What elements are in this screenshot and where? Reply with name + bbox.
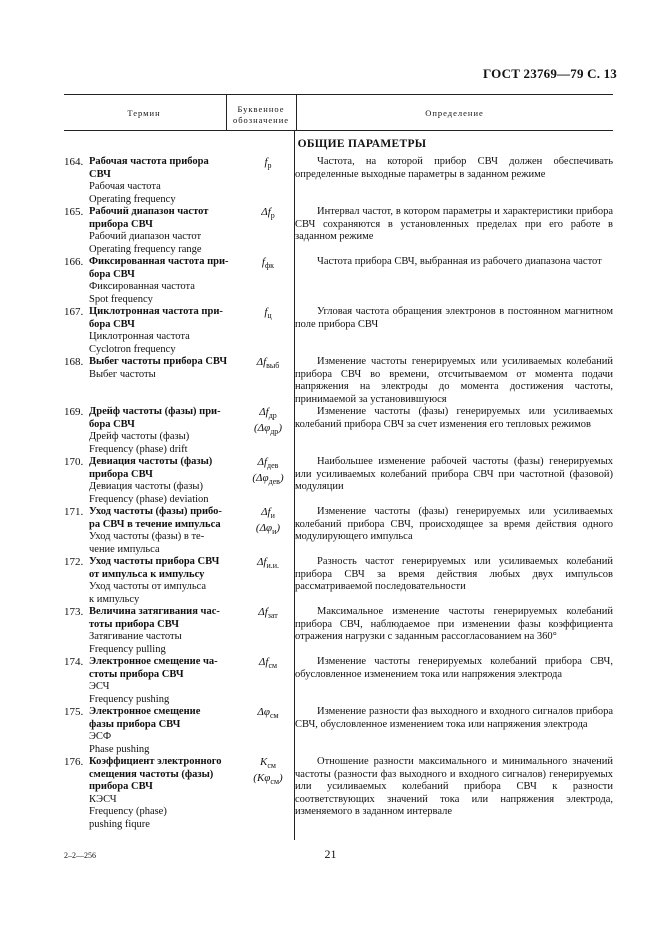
term-synonym: Frequency (phase) deviation <box>89 493 209 505</box>
term-number: 170. <box>64 456 84 468</box>
footer-code: 2–2—256 <box>64 851 96 860</box>
symbol-subscript: зат <box>267 611 278 621</box>
term-synonym: Циклотронная частота <box>89 331 190 342</box>
definition-text: Разность частот генерируемых или усиливаемых колебаний прибора СВЧ за время действия любых двух импульсов рассматриваемой последовательности <box>295 556 613 592</box>
symbol-subscript: и.и. <box>266 561 280 571</box>
symbol-main: Δf <box>258 656 269 668</box>
term-name: смещения частоты (фазы) <box>89 768 214 780</box>
term-synonym: к импульсу <box>89 593 140 605</box>
symbol-main: K <box>260 756 268 768</box>
term-synonym: ЭСФ <box>89 731 112 742</box>
definition-text: Частота, на которой прибор СВЧ должен обеспечивать определенные выходные параметры в заданном режиме <box>295 156 613 180</box>
term-synonym: Spot frequency <box>89 293 153 305</box>
term-synonym: Рабочий диапазон частот <box>89 231 202 242</box>
definition-text: Наибольшее изменение рабочей частоты (фазы) генерируемых или усиливаемых колебаний прибора СВЧ при частотной (фазовой) модуляции <box>295 456 613 492</box>
definition-text: Изменение частоты генерируемых колебаний прибора СВЧ, обусловленное изменением тока или напряжения электрода <box>295 656 613 680</box>
term-name: прибора СВЧ <box>89 218 153 230</box>
column-header-symbol-line2: обозначение <box>232 115 290 125</box>
symbol-subscript: см <box>268 661 278 671</box>
term-synonym: Фиксированная частота <box>89 281 195 292</box>
term-name: Фиксированная частота при- <box>89 256 229 267</box>
symbol-main: Δf <box>256 356 267 368</box>
term-name: Коэффициент электронного <box>89 756 222 767</box>
term-name: тоты прибора СВЧ <box>89 618 179 630</box>
term-name: СВЧ <box>89 168 111 180</box>
term-name: прибора СВЧ <box>89 468 153 480</box>
term-synonym: Operating frequency <box>89 193 176 205</box>
term-name: Выбег частоты прибора СВЧ <box>89 356 228 367</box>
term-synonym: Phase pushing <box>89 743 150 755</box>
symbol-subscript: дев <box>267 461 279 471</box>
definition-text: Максимальное изменение частоты генерируемых колебаний прибора СВЧ, наблюдаемое при изменении фазы коэффициента отражения нагрузки с заданным рассогласованием на 360° <box>295 606 613 642</box>
term-synonym: Уход частоты (фазы) в те- <box>89 531 205 542</box>
term-name: Рабочий диапазон частот <box>89 206 209 217</box>
term-number: 168. <box>64 356 84 368</box>
term-name: бора СВЧ <box>89 318 135 330</box>
term-name: Дрейф частоты (фазы) при- <box>89 406 221 417</box>
term-name: Уход частоты (фазы) прибо- <box>89 506 222 517</box>
symbol-main: Δf <box>259 406 269 418</box>
column-separator-2 <box>296 94 297 130</box>
term-number: 166. <box>64 256 84 268</box>
term-number: 173. <box>64 606 84 618</box>
term-name: Величина затягивания час- <box>89 606 220 617</box>
term-number: 165. <box>64 206 84 218</box>
section-title: ОБЩИЕ ПАРАМЕТРЫ <box>297 138 427 150</box>
term-name: прибора СВЧ <box>89 781 153 792</box>
document-header: ГОСТ 23769—79 С. 13 <box>483 66 617 81</box>
column-separator-1 <box>226 94 227 130</box>
term-name: Уход частоты прибора СВЧ <box>89 556 220 567</box>
symbol-subscript: см <box>267 761 276 771</box>
term-number: 169. <box>64 406 84 418</box>
term-synonym: Operating frequency range <box>89 243 202 255</box>
symbol-subscript: ц <box>267 311 272 321</box>
symbol-main: Δf <box>257 456 268 468</box>
term-number: 174. <box>64 656 84 668</box>
term-name: Электронное смещение ча- <box>89 656 218 667</box>
definition-text: Отношение разности максимального и минимального значений частоты (разности фаз выходного и входного сигналов) генерируемых или усиливаемых колебаний прибора СВЧ к разности соответствующих значений тока или напряжения электрода, изменяемого в заданном интервале <box>295 756 613 817</box>
symbol-subscript: выб <box>266 361 280 371</box>
table-top-rule <box>64 94 613 95</box>
symbol-subscript: см <box>269 711 279 721</box>
term-number: 164. <box>64 156 84 168</box>
term-name: ра СВЧ в течение импульса <box>89 518 221 530</box>
term-synonym: Затягивание частоты <box>89 631 182 642</box>
symbol-subscript: фк <box>264 261 275 271</box>
definition-text: Изменение частоты генерируемых или усиливаемых колебаний прибора СВЧ во времени, отсчитываемом от момента подачи напряжения на электроды до момента достижения частоты, принимаемой за установившуюся <box>295 356 613 405</box>
column-header-symbol-line1: Буквенное <box>237 104 285 114</box>
term-number: 175. <box>64 706 84 718</box>
term-synonym: Рабочая частота <box>89 181 161 192</box>
symbol-alt-close: ) <box>279 472 284 485</box>
symbol-alt-subscript: др <box>270 427 279 437</box>
symbol-subscript: и <box>270 511 275 521</box>
definition-text: Изменение разности фаз выходного и входного сигналов прибора СВЧ, обусловленное изменением тока или напряжения электрода <box>295 706 613 730</box>
term-name: Циклотронная частота при- <box>89 306 223 317</box>
symbol-subscript: р <box>270 211 275 221</box>
symbol-main: Δφ <box>257 706 270 718</box>
symbol-main: Δf <box>256 556 267 568</box>
column-header-term: Термин <box>127 108 161 118</box>
term-synonym: ЭСЧ <box>89 681 110 692</box>
term-synonym: Frequency (phase) <box>89 806 167 817</box>
symbol-main: f <box>264 156 268 168</box>
definition-text: Частота прибора СВЧ, выбранная из рабочего диапазона частот <box>317 256 602 267</box>
table-header-rule <box>64 130 613 131</box>
term-synonym: КЭСЧ <box>89 793 117 805</box>
term-synonym: Дрейф частоты (фазы) <box>89 431 190 442</box>
term-number: 171. <box>64 506 84 518</box>
term-number: 176. <box>64 756 84 768</box>
term-name: Девиация частоты (фазы) <box>89 456 213 467</box>
term-name: бора СВЧ <box>89 268 135 280</box>
definition-text: Интервал частот, в котором параметры и характеристики прибора СВЧ сохраняются в установленных пределах при его работе в заданном режиме <box>295 206 613 242</box>
definition-text: Угловая частота обращения электронов в постоянном магнитном поле прибора СВЧ <box>295 306 613 330</box>
symbol-subscript: др <box>268 411 277 421</box>
symbol-alt: (Δφ <box>255 522 273 535</box>
symbol-main: f <box>264 306 268 318</box>
term-number: 172. <box>64 556 84 568</box>
term-name: фазы прибора СВЧ <box>89 718 181 730</box>
symbol-main: f <box>261 256 265 268</box>
term-number: 167. <box>64 306 84 318</box>
symbol-main: Δf <box>258 606 268 618</box>
symbol-subscript: р <box>267 161 272 171</box>
symbol-alt: (Kφ <box>253 772 271 785</box>
symbol-alt: (Δφ <box>252 472 269 485</box>
term-synonym: Уход частоты от импульса <box>89 581 207 592</box>
symbol-main: Δf <box>261 506 271 518</box>
symbol-alt-subscript: дев <box>268 477 280 487</box>
definition-text: Изменение частоты (фазы) генерируемых или усиливаемых колебаний прибора СВЧ, происходящее за время действия одного модулирующего импульса <box>295 506 613 542</box>
symbol-alt: (Δφ <box>254 422 271 435</box>
term-synonym: Frequency pushing <box>89 693 170 705</box>
term-synonym: Frequency pulling <box>89 643 166 655</box>
symbol-alt-close: ) <box>278 422 282 435</box>
term-name: стоты прибора СВЧ <box>89 668 184 680</box>
symbol-alt-close: ) <box>276 522 281 535</box>
symbol-main: Δf <box>261 206 271 218</box>
symbol-alt-subscript: и <box>272 527 277 537</box>
column-header-definition: Определение <box>425 108 484 118</box>
term-name: Рабочая частота прибора <box>89 156 209 167</box>
term-name: от импульса к импульсу <box>89 568 205 580</box>
page-number: 21 <box>324 847 337 861</box>
symbol-alt-close: ) <box>279 772 283 785</box>
term-synonym: Выбег частоты <box>89 368 156 380</box>
column-header-symbol <box>226 104 296 126</box>
term-synonym: чение импульса <box>89 543 160 555</box>
term-synonym: pushing fiqure <box>89 818 150 830</box>
symbol-alt-subscript: см <box>270 777 280 787</box>
term-synonym: Frequency (phase) drift <box>89 443 188 455</box>
definition-text: Изменение частоты (фазы) генерируемых или усиливаемых колебаний прибора СВЧ за счет изменения его тепловых режимов <box>295 406 613 430</box>
term-synonym: Девиация частоты (фазы) <box>89 481 203 492</box>
term-synonym: Cyclotron frequency <box>89 343 176 355</box>
term-name: бора СВЧ <box>89 418 135 430</box>
term-name: Электронное смещение <box>89 706 201 717</box>
